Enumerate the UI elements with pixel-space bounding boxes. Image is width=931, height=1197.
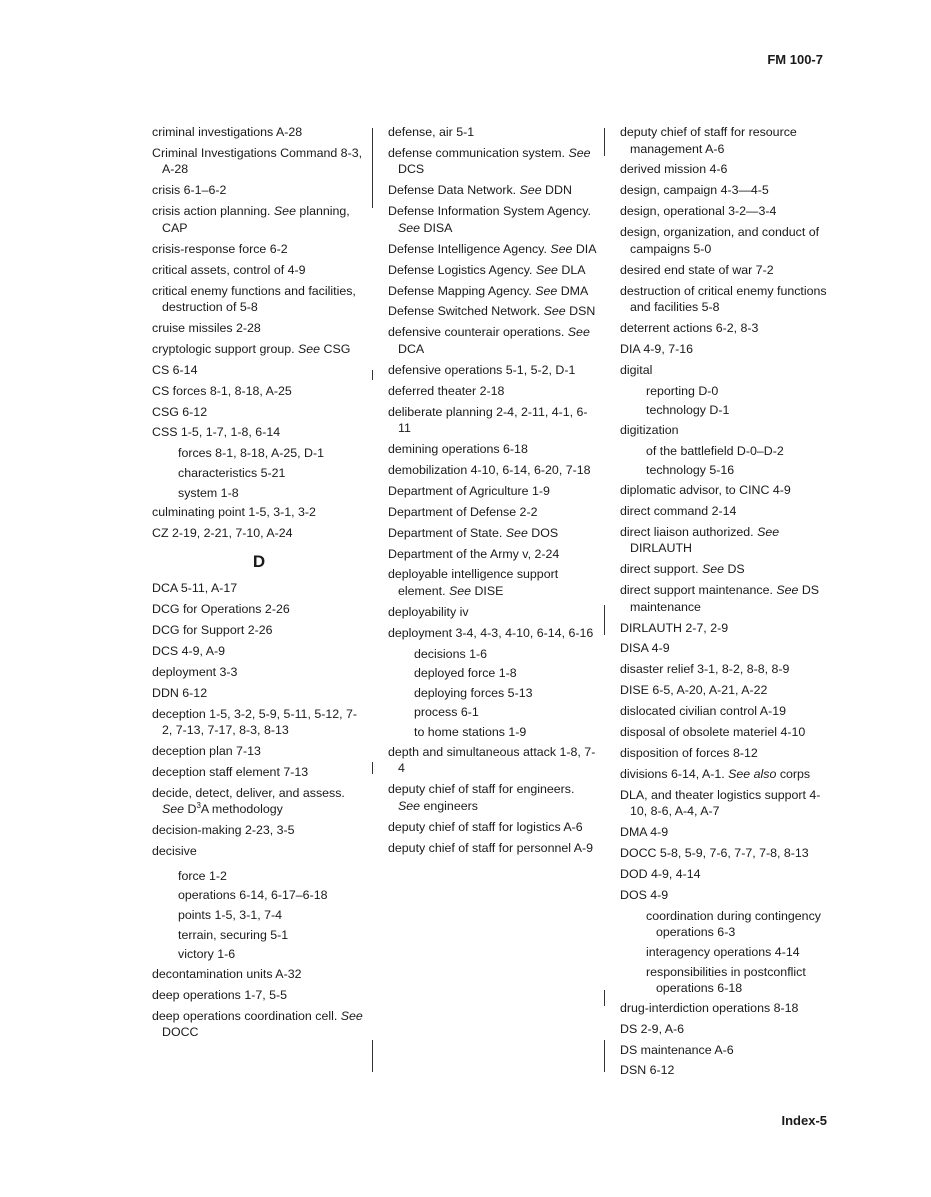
index-entry [152,362,366,379]
entry-text: derived mission 4-6 [620,162,728,177]
index-entry [620,887,834,904]
see-target: DCS [398,162,425,177]
index-entry [620,503,834,520]
index-entry [152,404,366,421]
entry-text: deployment 3-4, 4-3, 4-10, 6-14, 6-16 [388,625,594,640]
index-subentry [620,908,834,941]
entry-text: crisis-response force 6-2 [152,241,288,256]
see-target: D [187,802,197,817]
entry-text: deployability iv [388,604,469,619]
entry-text: deception 1-5, 3-2, 5-9, 5-11, 5-12, 7-2, 7-13, 7-17, 8-3, 8-13 [152,706,358,738]
see-target: DMA [560,283,589,298]
entry-text: culminating point 1-5, 3-1, 3-2 [152,505,316,520]
index-subentry [152,887,366,904]
index-entry [620,724,834,741]
entry-text: disaster relief 3-1, 8-2, 8-8, 8-9 [620,662,790,677]
index-entry [620,745,834,762]
entry-text: deputy chief of staff for personnel A-9 [388,840,594,855]
entry-text: crisis 6-1–6-2 [152,183,227,198]
index-entry [152,182,366,199]
entry-text: defensive operations 5-1, 5-2, D-1 [388,362,576,377]
entry-text: decisions 1-6 [414,646,488,661]
entry-text: cryptologic support group. [152,341,295,356]
index-entry [620,482,834,499]
index-subentry [620,964,834,997]
entry-text: Defense Mapping Agency. [388,283,532,298]
index-entry [152,622,366,639]
index-entry [152,145,366,178]
index-subentry [152,907,366,924]
entry-text: defense, air 5-1 [388,125,475,139]
index-entry [152,124,366,141]
entry-text: diplomatic advisor, to CINC 4-9 [620,482,791,497]
index-subentry [152,445,366,462]
see-reference: See [757,524,780,539]
see-reference: See [398,798,421,813]
entry-text: DOCC 5-8, 5-9, 7-6, 7-7, 7-8, 8-13 [620,846,809,861]
entry-text: direct command 2-14 [620,503,737,518]
index-entry [152,966,366,983]
index-entry [152,424,366,441]
see-reference: See [543,304,566,319]
see-reference: See [398,220,421,235]
entry-text: direct liaison authorized. [620,524,754,539]
index-subentry [152,465,366,482]
entry-text: digitization [620,422,679,437]
index-entry [152,580,366,597]
index-entry [152,320,366,337]
index-entry [152,241,366,258]
entry-text: to home stations 1-9 [414,725,527,740]
index-entry [388,781,598,814]
index-entry [152,601,366,618]
index-subentry [152,946,366,963]
index-entry [620,362,834,379]
entry-text: deploying forces 5-13 [414,685,533,700]
index-entry [152,383,366,400]
entry-text: design, campaign 4-3—4-5 [620,183,769,198]
see-target: DISA [423,220,453,235]
index-entry [620,422,834,439]
entry-text: Defense Logistics Agency. [388,262,533,277]
entry-text: depth and simultaneous attack 1-8, 7-4 [388,744,596,776]
superscript: 3 [196,801,201,811]
entry-text: technology D-1 [646,403,730,418]
see-target: DIA [575,241,597,256]
index-entry [620,824,834,841]
index-entry [152,664,366,681]
entry-text: divisions 6-14, A-1. [620,766,725,781]
see-target: DSN [569,304,596,319]
entry-text: DCG for Operations 2-26 [152,602,290,617]
see-reference: See [505,525,528,540]
column-rule [604,1040,605,1072]
index-entry [388,145,598,178]
index-entry [152,341,366,358]
entry-text: direct support. [620,562,699,577]
entry-text: cruise missiles 2-28 [152,321,261,336]
entry-text: DISE 6-5, A-20, A-21, A-22 [620,683,768,698]
entry-text: deep operations coordination cell. [152,1008,338,1023]
entry-text: points 1-5, 3-1, 7-4 [178,907,283,922]
entry-text: interagency operations 4-14 [646,944,800,959]
entry-text: CZ 2-19, 2-21, 7-10, A-24 [152,526,293,541]
index-column-2 [388,124,598,860]
entry-text: Defense Intelligence Agency. [388,241,547,256]
entry-text: disposition of forces 8-12 [620,745,758,760]
entry-text: deliberate planning 2-4, 2-11, 4-1, 6-11 [388,404,588,436]
index-entry [620,341,834,358]
index-entry [152,262,366,279]
index-entry [620,661,834,678]
entry-text: defensive counterair operations. [388,325,565,340]
index-subentry [388,724,598,741]
index-entry [388,441,598,458]
entry-text: DCS 4-9, A-9 [152,643,225,658]
index-entry [620,620,834,637]
see-target: DISE [474,584,504,598]
index-entry [152,987,366,1004]
index-entry [620,582,834,615]
index-entry [620,161,834,178]
index-entry [388,362,598,379]
index-entry [152,706,366,739]
index-subentry [388,685,598,702]
index-entry [620,1042,834,1059]
entry-text: CS 6-14 [152,362,198,377]
index-entry [388,303,598,320]
index-entry [388,819,598,836]
index-entry [620,1000,834,1017]
entry-text: responsibilities in postconflict operations 6-18 [646,964,806,996]
index-subentry [388,646,598,663]
entry-text: Department of Defense 2-2 [388,504,538,519]
column-rule [372,762,373,774]
entry-text: technology 5-16 [646,463,735,478]
index-column-1 [152,124,366,1045]
index-subentry [620,443,834,460]
index-entry [620,866,834,883]
index-entry [620,703,834,720]
see-target: corps [779,766,811,781]
see-target: DOCC [162,1025,199,1040]
see-reference: See [298,341,321,356]
index-entry [152,785,366,818]
index-entry [388,324,598,357]
index-entry [620,262,834,279]
index-entry [620,561,834,578]
entry-text: characteristics 5-21 [178,465,286,480]
entry-text: terrain, securing 5-1 [178,927,289,942]
entry-text: critical assets, control of 4-9 [152,262,306,277]
index-entry [620,845,834,862]
column-rule [604,990,605,1006]
index-entry [620,766,834,783]
see-reference: See [519,183,542,198]
entry-text: deployment 3-3 [152,664,238,679]
index-subentry [620,944,834,961]
entry-text: system 1-8 [178,485,239,500]
entry-text: CSS 1-5, 1-7, 1-8, 6-14 [152,425,281,440]
index-entry [388,124,598,141]
entry-text: DISA 4-9 [620,641,670,656]
index-entry [152,1008,366,1041]
see-reference: See [162,802,185,817]
column-rule [372,128,373,208]
entry-text: decisive [152,844,197,859]
entry-text: force 1-2 [178,868,227,883]
index-entry [620,640,834,657]
index-subentry [152,927,366,944]
see-target: planning, CAP [162,204,350,235]
entry-text: DOD 4-9, 4-14 [620,866,701,881]
entry-text: decision-making 2-23, 3-5 [152,823,295,838]
entry-text: DOS 4-9 [620,887,669,902]
entry-text: Defense Data Network. [388,183,517,198]
entry-text: Department of Agriculture 1-9 [388,483,550,498]
entry-text: critical enemy functions and facilities, destruction of 5-8 [152,283,356,315]
entry-text: crisis action planning. [152,204,271,219]
index-entry [620,682,834,699]
entry-text: process 6-1 [414,705,479,720]
see-target: DOS [531,525,559,540]
column-rule [372,370,373,380]
index-entry [388,383,598,400]
entry-text: Department of the Army v, 2-24 [388,546,560,561]
index-subentry [152,485,366,502]
entry-text: DS maintenance A-6 [620,1042,734,1057]
entry-text: deployed force 1-8 [414,666,517,681]
index-entry [388,546,598,563]
index-entry [152,283,366,316]
index-subentry [388,665,598,682]
entry-text: direct support maintenance. [620,583,773,598]
see-target: DCA [398,341,425,356]
index-entry [152,525,366,542]
index-entry [388,404,598,437]
entry-text: DLA, and theater logistics support 4-10, 8-6, A-4, A-7 [620,787,821,819]
column-rule [604,128,605,156]
entry-text: deception staff element 7-13 [152,764,309,779]
entry-text: DSN 6-12 [620,1063,675,1078]
index-entry [620,124,834,157]
see-reference: See [567,325,590,340]
entry-text: decide, detect, deliver, and assess. [152,785,345,800]
see-reference: See [448,584,472,598]
index-entry [388,504,598,521]
entry-text: deferred theater 2-18 [388,383,505,398]
entry-text: operations 6-14, 6-17–6-18 [178,888,328,903]
see-target: DS [727,562,745,577]
index-subentry [388,704,598,721]
index-entry [388,840,598,857]
entry-text: demining operations 6-18 [388,442,528,457]
index-entry [152,764,366,781]
entry-text: deputy chief of staff for resource management A-6 [620,125,797,156]
index-entry [620,1021,834,1038]
index-entry [620,787,834,820]
index-entry [620,524,834,557]
entry-text: deep operations 1-7, 5-5 [152,987,288,1002]
entry-text: DS 2-9, A-6 [620,1021,685,1036]
page-footer: Index-5 [781,1113,827,1128]
index-entry [388,604,598,621]
index-entry [152,843,366,860]
index-entry [152,504,366,521]
see-target: engineers [423,798,478,813]
entry-text: DMA 4-9 [620,825,669,840]
entry-text: drug-interdiction operations 8-18 [620,1000,799,1015]
index-entry [152,822,366,839]
entry-text: CS forces 8-1, 8-18, A-25 [152,383,292,398]
entry-text: demobilization 4-10, 6-14, 6-20, 7-18 [388,462,591,477]
entry-text: DIRLAUTH 2-7, 2-9 [620,620,729,635]
see-target: CSG [323,341,351,356]
index-entry [620,182,834,199]
see-target: DIRLAUTH [630,541,692,556]
see-reference: See [273,204,296,219]
index-entry [388,483,598,500]
index-entry [388,241,598,258]
see-reference: See [701,562,725,577]
see-target: DS maintenance [630,583,820,614]
entry-text: defense communication system. [388,145,565,160]
index-entry [152,743,366,760]
entry-text: dislocated civilian control A-19 [620,704,786,719]
index-entry [388,566,598,599]
entry-text: DCA 5-11, A-17 [152,581,238,596]
entry-text: digital [620,362,653,377]
see-reference: See [550,241,573,256]
entry-text: of the battlefield D-0–D-2 [646,443,784,458]
index-entry [620,1062,834,1079]
entry-text: Defense Switched Network. [388,304,541,319]
entry-text: deputy chief of staff for logistics A-6 [388,819,583,834]
index-column-3 [620,124,834,1083]
index-entry [388,203,598,236]
entry-text: desired end state of war 7-2 [620,262,774,277]
see-target: DLA [561,262,586,277]
index-entry [152,203,366,236]
see-reference: See [568,145,591,160]
see-target: DDN [545,183,572,198]
index-entry [152,685,366,702]
index-entry [388,283,598,300]
entry-text: forces 8-1, 8-18, A-25, D-1 [178,446,325,461]
index-entry [388,525,598,542]
entry-text: victory 1-6 [178,947,236,962]
entry-text: DCG for Support 2-26 [152,623,273,637]
index-entry [620,320,834,337]
index-entry [388,182,598,199]
index-subentry [620,462,834,479]
column-rule [372,1040,373,1072]
index-entry [620,224,834,257]
index-entry [152,643,366,660]
entry-text: criminal investigations A-28 [152,125,303,139]
entry-text: Defense Information System Agency. [388,204,591,219]
entry-text: Criminal Investigations Command 8-3, A-28 [152,145,363,177]
index-subentry [620,402,834,419]
index-entry [388,462,598,479]
entry-text: design, organization, and conduct of campaigns 5-0 [620,225,820,256]
entry-text: deception plan 7-13 [152,744,261,759]
index-entry [388,625,598,642]
index-entry [388,262,598,279]
see-target-suffix: A methodology [200,802,283,817]
index-subentry [152,868,366,885]
index-section-letter: D [252,551,266,571]
page-header: FM 100-7 [767,52,823,67]
see-reference: See [535,283,558,298]
see-reference: See also [728,766,777,781]
index-subentry [620,383,834,400]
index-entry [620,203,834,220]
column-rule [604,605,605,635]
entry-text: CSG 6-12 [152,404,208,419]
entry-text: reporting D-0 [646,383,719,398]
see-reference: See [340,1008,363,1023]
entry-text: disposal of obsolete materiel 4-10 [620,725,806,740]
entry-text: deployable intelligence support element. [388,567,559,598]
entry-text: destruction of critical enemy functions and facilities 5-8 [620,283,827,315]
entry-text: DIA 4-9, 7-16 [620,341,694,356]
entry-text: coordination during contingency operations 6-3 [646,908,821,940]
entry-text: deputy chief of staff for engineers. [388,782,575,797]
entry-text: DDN 6-12 [152,685,208,700]
entry-text: design, operational 3-2—3-4 [620,204,777,219]
entry-text: Department of State. [388,525,503,540]
see-reference: See [776,583,799,598]
index-entry [620,283,834,316]
index-entry [388,744,598,777]
entry-text: decontamination units A-32 [152,966,302,981]
entry-text: deterrent actions 6-2, 8-3 [620,321,759,336]
see-reference: See [535,262,558,277]
